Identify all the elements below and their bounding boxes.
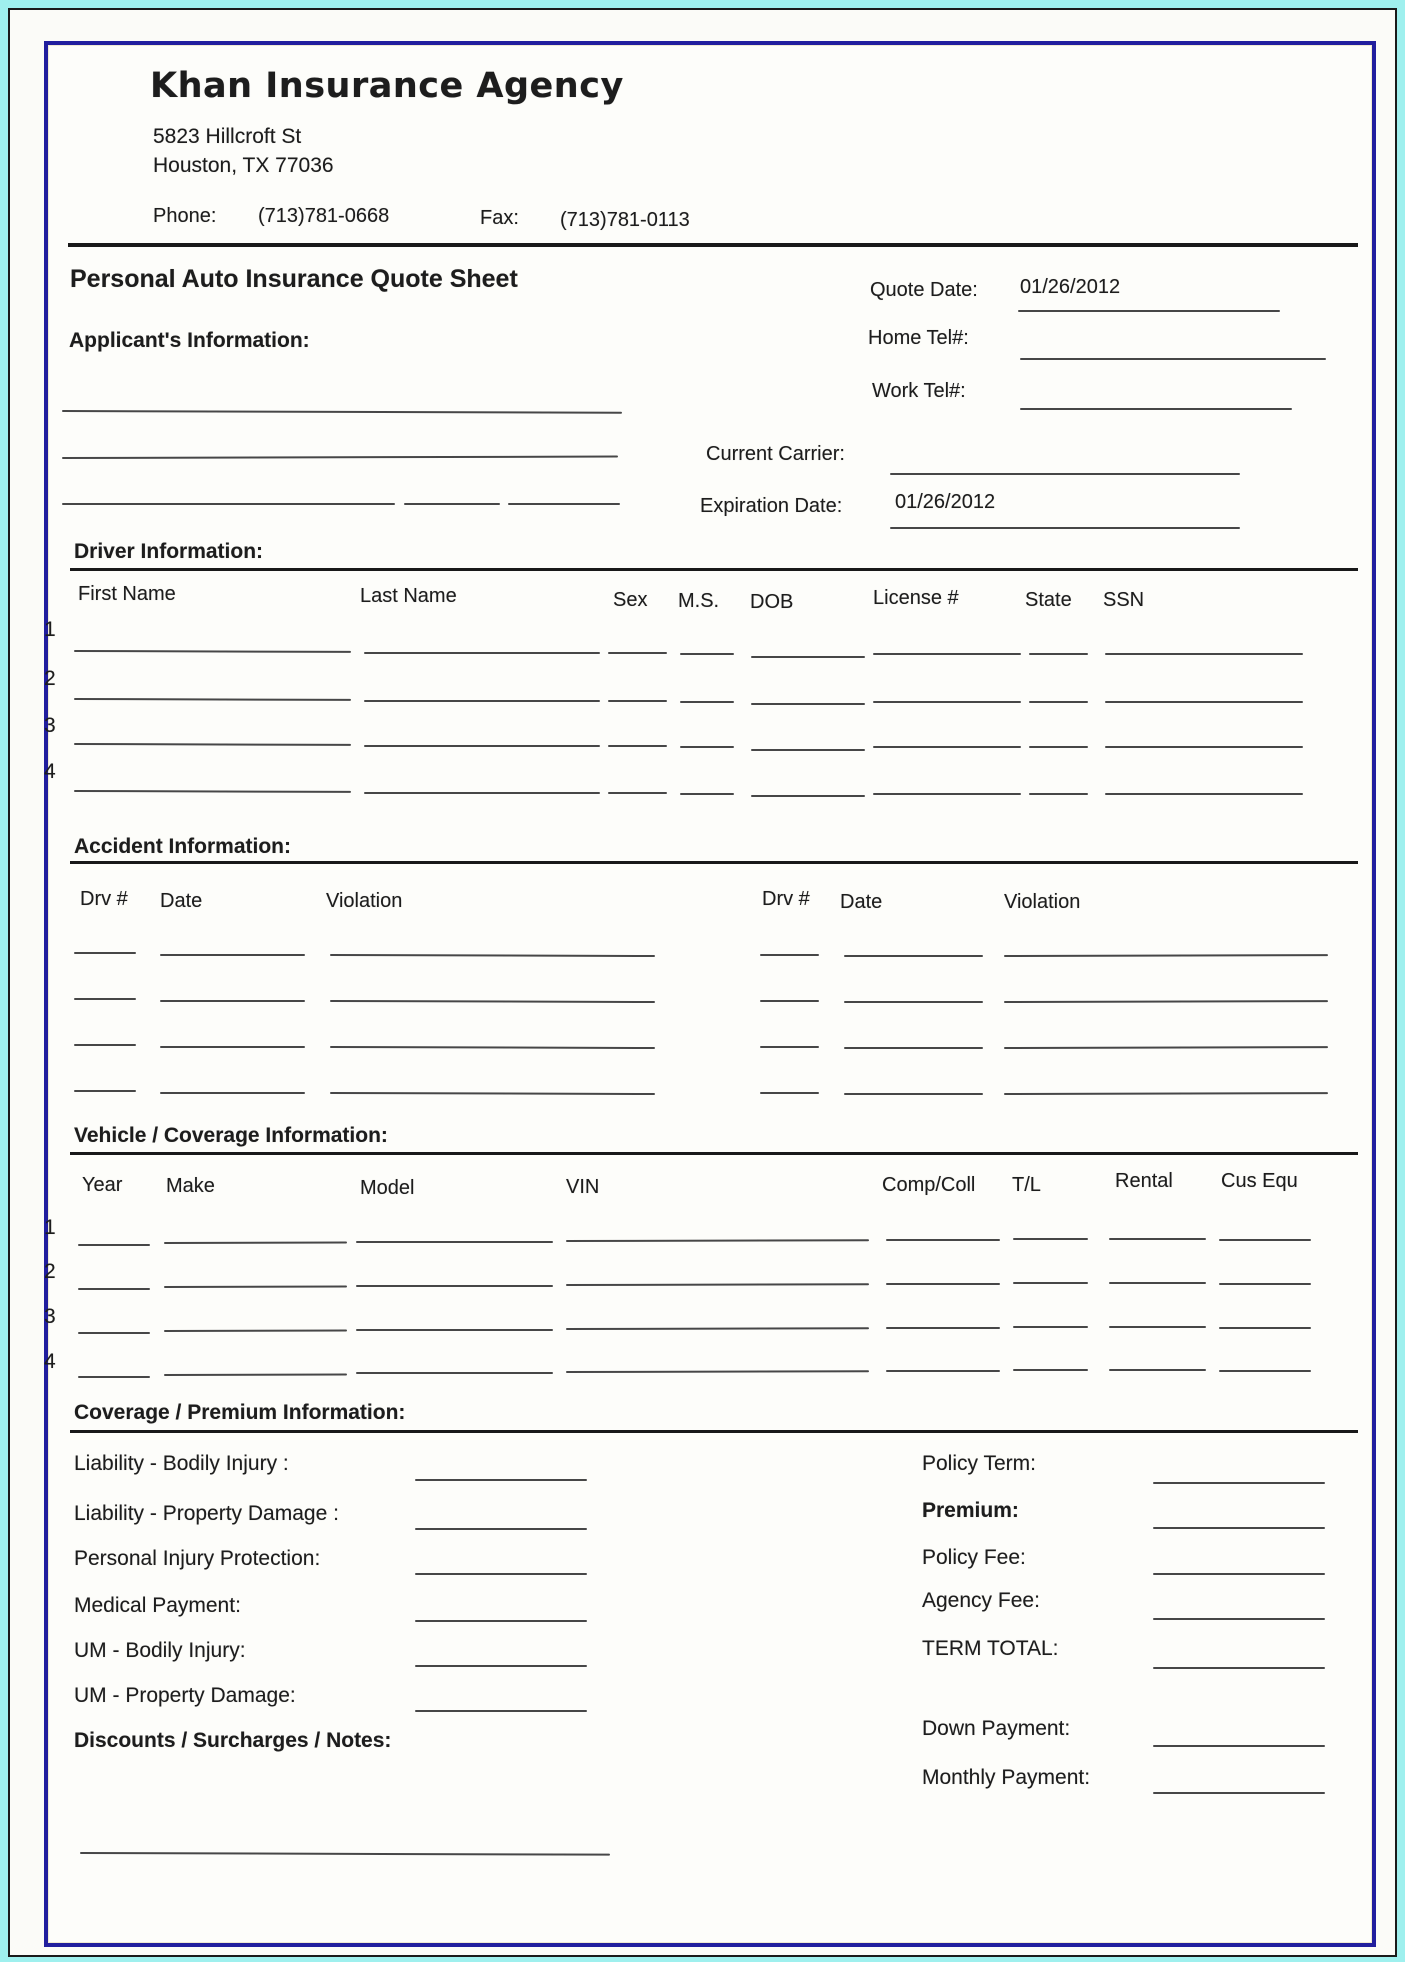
address-line-2: Houston, TX 77036 xyxy=(153,154,334,177)
accident-col-date-left: Date xyxy=(160,890,203,912)
applicant-blank-line-3b xyxy=(404,503,500,505)
field-line xyxy=(356,1285,553,1287)
field-line xyxy=(1153,1618,1325,1620)
premium-label-policy-fee: Policy Fee: xyxy=(922,1546,1026,1569)
field-line xyxy=(1109,1238,1206,1240)
field-line xyxy=(680,793,734,795)
driver-col-license: License # xyxy=(873,587,959,609)
work-tel-label: Work Tel#: xyxy=(872,380,966,402)
field-line xyxy=(751,749,865,751)
field-line xyxy=(886,1283,1000,1285)
driver-section-heading: Driver Information: xyxy=(74,540,264,563)
home-tel-blank-line xyxy=(1020,358,1326,360)
driver-col-dob: DOB xyxy=(750,591,794,613)
field-line xyxy=(74,1090,136,1092)
field-line xyxy=(608,652,667,654)
driver-section-rule xyxy=(70,568,1358,571)
field-line xyxy=(1219,1370,1311,1372)
field-line xyxy=(1153,1482,1325,1484)
field-line xyxy=(1105,793,1303,795)
driver-row-number: 3 xyxy=(44,714,56,737)
accident-col-date-right: Date xyxy=(840,891,883,913)
field-line xyxy=(1013,1238,1088,1240)
home-tel-label: Home Tel#: xyxy=(868,327,969,349)
field-line xyxy=(1029,793,1088,795)
field-line xyxy=(1109,1282,1206,1284)
driver-row-number: 2 xyxy=(44,667,56,690)
field-line xyxy=(680,746,734,748)
coverage-label-pip: Personal Injury Protection: xyxy=(74,1547,321,1570)
applicant-blank-line-3c xyxy=(508,503,620,505)
field-line xyxy=(1153,1667,1325,1669)
field-line xyxy=(415,1479,587,1481)
vehicle-col-make: Make xyxy=(166,1175,215,1197)
driver-row-number: 4 xyxy=(44,760,56,783)
field-line xyxy=(886,1370,1000,1372)
driver-col-state: State xyxy=(1025,589,1072,611)
current-carrier-blank-line xyxy=(890,473,1240,475)
vehicle-row-number: 3 xyxy=(44,1305,56,1328)
field-line xyxy=(78,1244,150,1246)
field-line xyxy=(760,1046,819,1048)
field-line xyxy=(1219,1283,1311,1285)
field-line xyxy=(160,1092,305,1094)
vehicle-col-tl: T/L xyxy=(1012,1174,1041,1196)
field-line xyxy=(415,1710,587,1712)
field-line xyxy=(1153,1745,1325,1747)
coverage-section-rule xyxy=(70,1430,1358,1433)
field-line xyxy=(415,1620,587,1622)
field-line xyxy=(1153,1527,1325,1529)
premium-label-agency-fee: Agency Fee: xyxy=(922,1589,1040,1612)
accident-section-heading: Accident Information: xyxy=(74,835,292,858)
field-line xyxy=(844,1047,983,1049)
field-line xyxy=(356,1329,553,1331)
field-line xyxy=(78,1376,150,1378)
vehicle-col-vin: VIN xyxy=(566,1176,600,1198)
field-line xyxy=(1109,1326,1206,1328)
premium-label-policy-term: Policy Term: xyxy=(922,1452,1036,1475)
field-line xyxy=(751,703,865,705)
field-line xyxy=(844,1093,983,1095)
field-line xyxy=(1219,1327,1311,1329)
field-line xyxy=(680,653,734,655)
field-line xyxy=(415,1573,587,1575)
field-line xyxy=(680,701,734,703)
field-line xyxy=(74,1044,136,1046)
fax-value: (713)781-0113 xyxy=(560,209,690,231)
driver-col-ms: M.S. xyxy=(678,590,720,612)
field-line xyxy=(1029,746,1088,748)
accident-col-violation-right: Violation xyxy=(1004,891,1081,913)
field-line xyxy=(74,952,136,954)
accident-col-drv-left: Drv # xyxy=(80,888,128,910)
field-line xyxy=(1105,746,1303,748)
field-line xyxy=(74,998,136,1000)
vehicle-section-rule xyxy=(70,1152,1358,1155)
field-line xyxy=(1153,1792,1325,1794)
phone-value: (713)781-0668 xyxy=(258,205,390,227)
field-line xyxy=(1013,1326,1088,1328)
premium-label-term-total: TERM TOTAL: xyxy=(922,1637,1059,1660)
field-line xyxy=(873,746,1021,748)
quote-date-value: 01/26/2012 xyxy=(1020,276,1121,298)
field-line xyxy=(78,1332,150,1334)
vehicle-col-model: Model xyxy=(360,1177,415,1199)
vehicle-col-comp-coll: Comp/Coll xyxy=(882,1174,976,1196)
driver-col-ssn: SSN xyxy=(1103,589,1145,611)
field-line xyxy=(1029,701,1088,703)
driver-col-first-name: First Name xyxy=(78,583,176,605)
field-line xyxy=(78,1288,150,1290)
vehicle-col-rental: Rental xyxy=(1115,1170,1173,1192)
field-line xyxy=(364,652,600,654)
expiration-date-blank-line xyxy=(890,527,1240,529)
coverage-label-um-pd: UM - Property Damage: xyxy=(74,1684,296,1707)
field-line xyxy=(1029,653,1088,655)
field-line xyxy=(1013,1369,1088,1371)
premium-label-down-payment: Down Payment: xyxy=(922,1717,1071,1740)
premium-label-monthly-payment: Monthly Payment: xyxy=(922,1766,1091,1789)
vehicle-row-number: 2 xyxy=(44,1260,56,1283)
work-tel-blank-line xyxy=(1020,408,1292,410)
field-line xyxy=(356,1241,553,1243)
field-line xyxy=(608,700,667,702)
quote-date-label: Quote Date: xyxy=(870,279,978,301)
accident-col-violation-left: Violation xyxy=(326,890,403,912)
current-carrier-label: Current Carrier: xyxy=(706,443,845,465)
field-line xyxy=(160,1046,305,1048)
phone-label: Phone: xyxy=(153,205,217,227)
field-line xyxy=(751,656,865,658)
vehicle-row-number: 4 xyxy=(44,1350,56,1373)
coverage-label-liability-pd: Liability - Property Damage : xyxy=(74,1502,339,1525)
field-line xyxy=(364,792,600,794)
driver-col-last-name: Last Name xyxy=(360,585,457,607)
field-line xyxy=(608,745,667,747)
vehicle-section-heading: Vehicle / Coverage Information: xyxy=(74,1124,388,1147)
premium-label-premium: Premium: xyxy=(922,1499,1019,1522)
field-line xyxy=(1105,701,1303,703)
coverage-label-liability-bi: Liability - Bodily Injury : xyxy=(74,1452,289,1475)
field-line xyxy=(356,1372,553,1374)
field-line xyxy=(160,1000,305,1002)
vehicle-col-cus-equ: Cus Equ xyxy=(1221,1170,1298,1192)
driver-col-sex: Sex xyxy=(613,589,648,611)
field-line xyxy=(160,954,305,956)
field-line xyxy=(760,1000,819,1002)
field-line xyxy=(873,701,1021,703)
field-line xyxy=(751,795,865,797)
driver-row-number: 1 xyxy=(44,618,56,641)
field-line xyxy=(844,955,983,957)
field-line xyxy=(873,653,1021,655)
field-line xyxy=(873,793,1021,795)
accident-section-rule xyxy=(70,861,1358,864)
applicant-heading: Applicant's Information: xyxy=(69,329,310,352)
quote-date-blank-line xyxy=(1018,310,1280,312)
coverage-label-um-bi: UM - Bodily Injury: xyxy=(74,1639,246,1662)
field-line xyxy=(415,1665,587,1667)
field-line xyxy=(886,1327,1000,1329)
expiration-date-value: 01/26/2012 xyxy=(895,491,996,513)
form-title: Personal Auto Insurance Quote Sheet xyxy=(70,265,518,293)
coverage-section-heading: Coverage / Premium Information: xyxy=(74,1401,406,1424)
address-line-1: 5823 Hillcroft St xyxy=(153,125,302,148)
coverage-label-medical: Medical Payment: xyxy=(74,1594,241,1617)
field-line xyxy=(1153,1573,1325,1575)
field-line xyxy=(760,954,819,956)
field-line xyxy=(886,1239,1000,1241)
applicant-blank-line-3a xyxy=(62,503,395,505)
field-line xyxy=(1219,1239,1311,1241)
agency-name: Khan Insurance Agency xyxy=(150,66,624,106)
header-divider-rule xyxy=(68,243,1358,247)
field-line xyxy=(1105,653,1303,655)
field-line xyxy=(415,1528,587,1530)
notes-heading: Discounts / Surcharges / Notes: xyxy=(74,1729,392,1752)
fax-label: Fax: xyxy=(480,207,519,229)
field-line xyxy=(364,745,600,747)
field-line xyxy=(608,792,667,794)
expiration-date-label: Expiration Date: xyxy=(700,495,843,517)
vehicle-col-year: Year xyxy=(82,1174,123,1196)
field-line xyxy=(844,1001,983,1003)
field-line xyxy=(1109,1369,1206,1371)
field-line xyxy=(1013,1282,1088,1284)
field-line xyxy=(364,700,600,702)
field-line xyxy=(760,1092,819,1094)
accident-col-drv-right: Drv # xyxy=(762,888,810,910)
vehicle-row-number: 1 xyxy=(44,1216,56,1239)
